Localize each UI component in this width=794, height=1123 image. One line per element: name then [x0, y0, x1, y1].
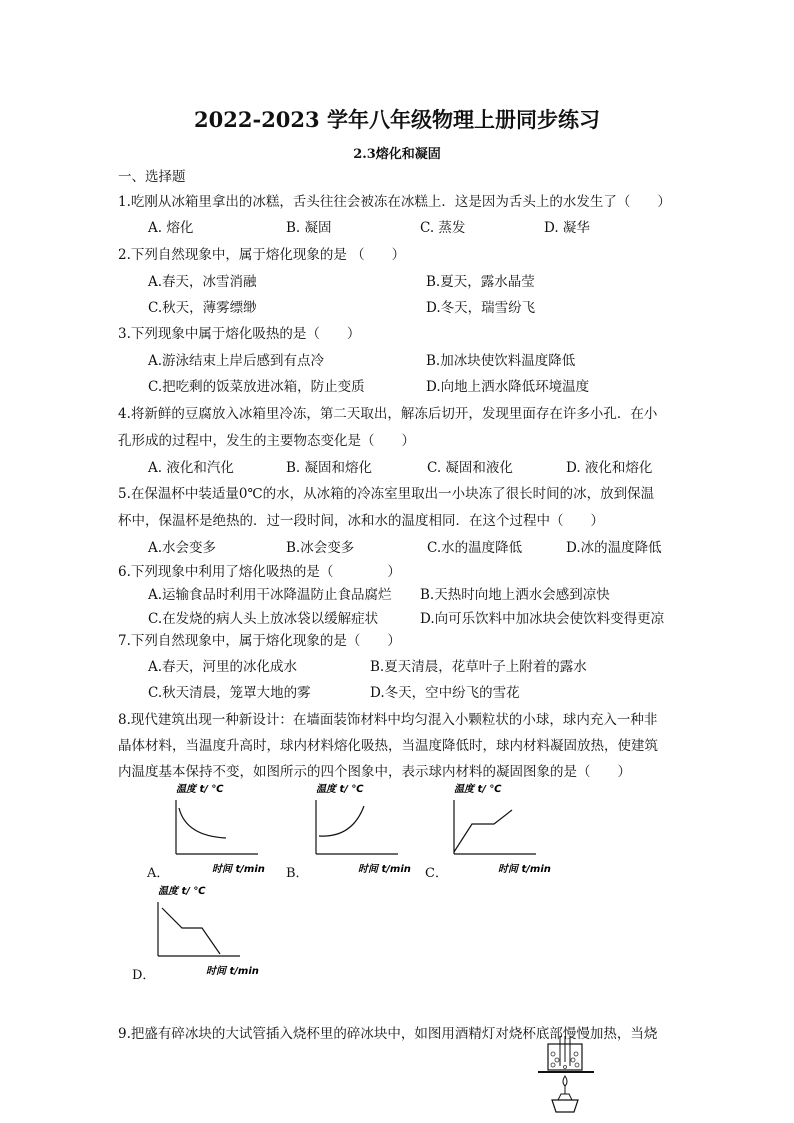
question-1-stem: 1.吃刚从冰箱里拿出的冰糕，舌头往往会被冻在冰糕上．这是因为舌头上的水发生了（ ）: [118, 194, 671, 210]
question-9-stem: 9.把盛有碎冰块的大试管插入烧杯里的碎冰块中，如图用酒精灯对烧杯底部慢慢加热，当烧: [118, 1026, 658, 1042]
question-5-stem-line2: 杯中，保温杯是绝热的．过一段时间，冰和水的温度相同．在这个过程中（ ）: [118, 513, 604, 529]
flame: [563, 1076, 567, 1086]
q5-option-b: B.冰会变多: [286, 540, 355, 556]
question-4-stem-line2: 孔形成的过程中，发生的主要物态变化是（ ）: [118, 433, 415, 449]
graph-c-curve: [454, 810, 512, 852]
question-8-stem-line2: 晶体材料，当温度升高时，球内材料熔化吸热，当温度降低时，球内材料凝固放热，使建筑: [118, 738, 658, 754]
question-4-stem-line1: 4.将新鲜的豆腐放入冰箱里冷冻，第二天取出，解冻后切开，发现里面存在许多小孔．在小: [118, 406, 658, 422]
graph-a-label: A．: [147, 866, 170, 881]
q6-option-b: B.天热时向地上洒水会感到凉快: [420, 587, 610, 603]
q5-option-c: C.水的温度降低: [427, 540, 523, 556]
q3-option-c: C.把吃剩的饭菜放进冰箱，防止变质: [148, 379, 365, 395]
graph-a: [150, 780, 285, 880]
question-2-stem: 2.下列自然现象中，属于熔化现象的是 （ ）: [118, 247, 406, 263]
q6-option-a: A.运输食品时利用干冰降温防止食品腐烂: [148, 587, 392, 603]
graph-d-curve: [162, 908, 220, 954]
q5-option-d: D.冰的温度降低: [566, 540, 662, 556]
graph-a-xlabel: 时间 t/min: [212, 864, 265, 875]
q1-option-a: A. 熔化: [148, 220, 194, 236]
q2-option-c: C.秋天，薄雾缥缈: [148, 300, 257, 316]
graph-b-label: B．: [286, 866, 309, 881]
q7-option-d: D.冬天，空中纷飞的雪花: [370, 685, 520, 701]
question-6-stem: 6.下列现象中利用了熔化吸热的是（ ）: [118, 564, 401, 580]
q7-option-a: A.春天，河里的冰化成水: [148, 659, 298, 675]
question-7-stem: 7.下列自然现象中，属于熔化现象的是（ ）: [118, 633, 401, 649]
lamp-neck: [558, 1094, 572, 1100]
q1-option-d: D. 凝华: [544, 220, 590, 236]
q2-option-a: A.春天，冰雪消融: [148, 274, 257, 290]
section-heading: 一、选择题: [118, 169, 186, 185]
q5-option-a: A.水会变多: [148, 540, 217, 556]
q7-option-b: B.夏天清晨，花草叶子上附着的露水: [370, 659, 587, 675]
graph-d-label: D．: [132, 968, 156, 983]
page-title: 2022-2023 学年八年级物理上册同步练习: [194, 107, 600, 132]
graph-c-xlabel: 时间 t/min: [498, 864, 551, 875]
q1-option-b: B. 凝固: [286, 220, 332, 236]
graph-c-label: C．: [425, 866, 448, 881]
q7-option-c: C.秋天清晨，笼罩大地的雾: [148, 685, 311, 701]
q6-option-c: C.在发烧的病人头上放冰袋以缓解症状: [148, 611, 379, 627]
graph-a-curve: [179, 808, 226, 838]
question-8-stem-line1: 8.现代建筑出现一种新设计：在墙面装饰材料中均匀混入小颗粒状的小球，球内充入一种非: [118, 712, 658, 728]
graph-d-xlabel: 时间 t/min: [206, 966, 259, 977]
question-8-stem-line3: 内温度基本保持不变，如图所示的四个图象中，表示球内材料的凝固图象的是（ ）: [118, 764, 631, 780]
q4-option-d: D. 液化和熔化: [566, 460, 653, 476]
question-5-stem-line1: 5.在保温杯中装适量0℃的水，从冰箱的冷冻室里取出一小块冻了很长时间的冰，放到保温: [118, 486, 655, 502]
q2-option-d: D.冬天，瑞雪纷飞: [426, 300, 536, 316]
beaker-apparatus-figure: [532, 1036, 602, 1120]
graph-a-ylabel: 温度 t/ ℃: [176, 784, 224, 795]
graph-c: [428, 780, 563, 880]
q3-option-b: B.加冰块使饮料温度降低: [426, 353, 576, 369]
q4-option-b: B. 凝固和熔化: [286, 460, 373, 476]
alcohol-lamp: [552, 1100, 578, 1112]
graph-b-ylabel: 温度 t/ ℃: [316, 784, 364, 795]
q3-option-d: D.向地上洒水降低环境温度: [426, 379, 590, 395]
graph-b-curve: [319, 806, 364, 836]
q1-option-c: C. 蒸发: [420, 220, 466, 236]
section-subtitle: 2.3熔化和凝固: [353, 147, 441, 162]
q4-option-c: C. 凝固和液化: [427, 460, 513, 476]
graph-b-xlabel: 时间 t/min: [358, 864, 411, 875]
q6-option-d: D.向可乐饮料中加冰块会使饮料变得更凉: [420, 611, 665, 627]
graph-b: [290, 780, 425, 880]
graph-c-ylabel: 温度 t/ ℃: [454, 784, 502, 795]
graph-d-ylabel: 温度 t/ ℃: [158, 886, 206, 897]
q3-option-a: A.游泳结束上岸后感到有点冷: [148, 353, 325, 369]
q2-option-b: B.夏天，露水晶莹: [426, 274, 535, 290]
question-3-stem: 3.下列现象中属于熔化吸热的是（ ）: [118, 326, 361, 342]
q4-option-a: A. 液化和汽化: [148, 460, 234, 476]
